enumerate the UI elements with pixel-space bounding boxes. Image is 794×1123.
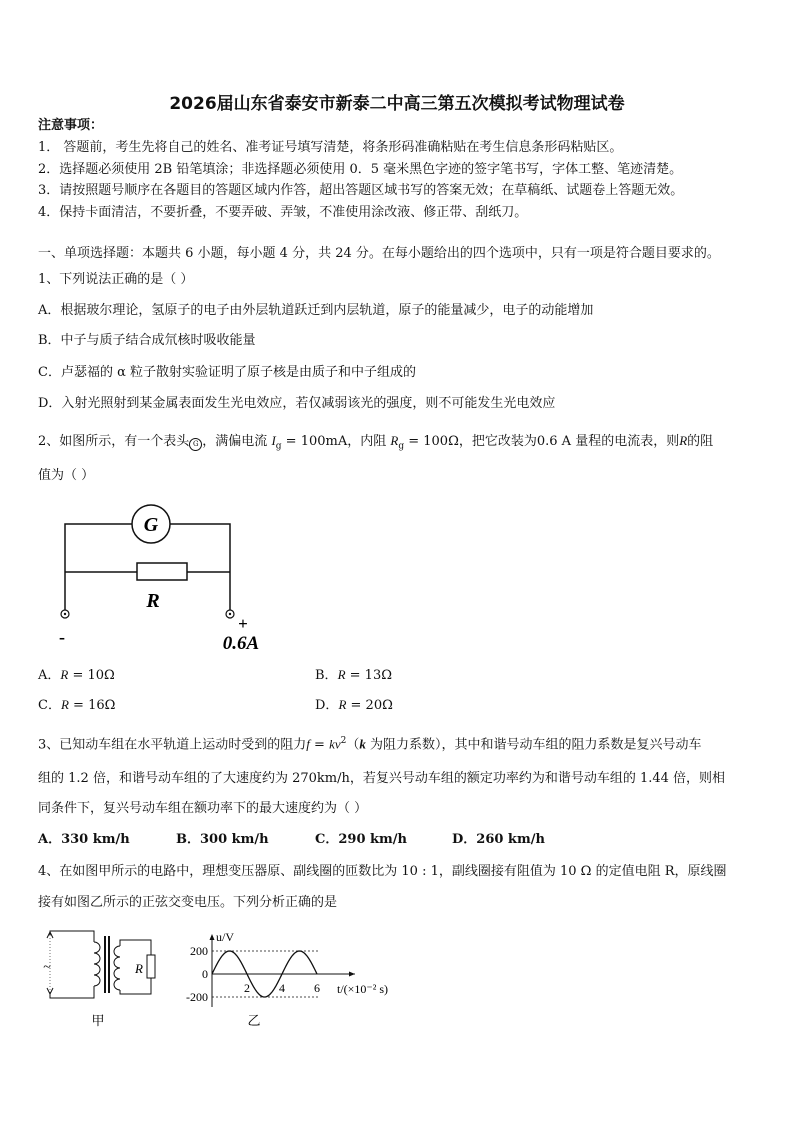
secondary-coil: [114, 946, 120, 990]
range-value: 0.6 A: [536, 434, 572, 449]
q3-option-a: A．330 km/h: [38, 832, 130, 847]
y-axis-arrow: [210, 934, 215, 940]
q2-option-b: [315, 667, 392, 684]
formula-kv: kv: [329, 736, 341, 752]
q1-option-d: D．入射光照射到某金属表面发生光电效应，若仅减弱该光的强度，则不可能发生光电效应: [38, 396, 556, 411]
plus-sign: +: [238, 614, 248, 633]
ig-symbol: I: [271, 433, 276, 448]
q2-stem-part: ，把它改装为: [458, 434, 537, 449]
ac-source-symbol: ~: [43, 960, 51, 975]
primary-coil: [94, 942, 100, 986]
q3-line3: 同条件下，复兴号动车组在额功率下的最大速度约为（ ）: [38, 801, 368, 816]
notice-item: 2．选择题必须使用 2B 铅笔填涂；非选择题必须使用 0．5 毫米黑色字迹的签字笔书写，字体工整、笔迹清楚。: [38, 162, 683, 177]
q3-text: （: [346, 737, 360, 753]
q2-stem-part: ，满偏电流: [202, 434, 268, 449]
galvanometer-icon: G: [189, 438, 202, 451]
load-resistor: [147, 955, 155, 978]
q2-option-d: [315, 697, 393, 714]
option-letter: C．: [38, 698, 61, 713]
x-axis-label: t/(×10⁻² s): [337, 982, 389, 996]
y-tick-label: 0: [202, 967, 208, 981]
q2-stem-part: ，内阻: [347, 434, 387, 449]
y-tick-label: -200: [186, 990, 208, 1004]
figure-jia-label: 甲: [91, 1013, 105, 1028]
q2-stem-line2: 值为（ ）: [38, 468, 95, 483]
formula-f: f: [306, 736, 310, 752]
y-axis-label: u/V: [216, 930, 234, 944]
page-title: 2026届山东省泰安市新泰二中高三第五次模拟考试物理试卷: [169, 94, 625, 114]
rg-subscript: g: [398, 441, 405, 452]
q1-option-c: C．卢瑟福的 α 粒子散射实验证明了原子核是由质子和中子组成的: [38, 365, 416, 380]
q1-option-a: A．根据玻尔理论，氢原子的电子由外层轨道跃迁到内层轨道，原子的能量减少，电子的动能增加: [38, 303, 594, 318]
formula-eq: =: [309, 737, 330, 753]
voltage-time-graph: [170, 928, 400, 1033]
q3-option-c: C．290 km/h: [315, 832, 407, 847]
ammeter-circuit-figure: [50, 500, 280, 655]
notice-item: 1． 答题前，考生先将自己的姓名、准考证号填写清楚，将条形码准确粘贴在考生信息条形码粘贴区。: [38, 140, 623, 155]
option-value: = 10Ω: [68, 668, 115, 683]
y-tick-label: 200: [190, 944, 208, 958]
option-value: = 13Ω: [345, 668, 392, 683]
formula-exp: 2: [340, 736, 347, 746]
option-symbol: R: [338, 697, 347, 712]
resistor-label: R: [146, 590, 160, 612]
notice-heading: 注意事项：: [38, 118, 104, 133]
q2-stem: [38, 433, 713, 455]
rg-value: = 100Ω: [404, 434, 459, 449]
q2-stem-part: 量程的电流表，则: [571, 434, 680, 449]
q3-text: 3、已知动车组在水平轨道上运动时受到的阻力: [38, 737, 307, 753]
x-tick-label: 6: [314, 981, 320, 995]
q2-stem-part: 2、如图所示，有一个表头: [38, 434, 190, 449]
option-letter: B．: [315, 668, 338, 683]
x-tick-label: 4: [279, 981, 285, 995]
q4-line2: 接有如图乙所示的正弦交变电压。下列分析正确的是: [38, 895, 338, 910]
option-value: = 16Ω: [68, 698, 116, 713]
option-value: = 20Ω: [346, 698, 393, 713]
q2-option-c: [38, 697, 115, 714]
q3-line1: [38, 733, 702, 753]
q3-option-b: B．300 km/h: [176, 832, 269, 847]
terminal-label: 0.6A: [222, 633, 260, 654]
option-letter: D．: [315, 698, 339, 713]
q2-option-a: [38, 667, 115, 684]
option-symbol: R: [60, 667, 69, 682]
notice-item: 4．保持卡面清洁，不要折叠，不要弄破、弄皱，不准使用涂改液、修正带、刮纸刀。: [38, 205, 528, 220]
r-symbol: R: [679, 433, 688, 448]
q4-line1: 4、在如图甲所示的电路中，理想变压器原、副线圈的匝数比为 10 : 1，副线圈接有阻值为 10 Ω 的定值电阻 R，原线圈: [38, 864, 727, 879]
option-symbol: R: [60, 697, 69, 712]
galvanometer-label: G: [143, 514, 159, 536]
q2-stem-part: 的阻: [687, 434, 714, 449]
transformer-circuit-figure: [38, 928, 163, 1033]
ig-value: = 100mA: [281, 434, 348, 449]
section-heading: 一、单项选择题：本题共 6 小题，每小题 4 分，共 24 分。在每小题给出的四个选项中，只有一项是符合题目要求的。: [38, 246, 720, 261]
ig-subscript: g: [275, 441, 282, 452]
x-axis-arrow: [349, 972, 355, 977]
figure-yi-label: 乙: [247, 1013, 261, 1028]
notice-item: 3．请按照题号顺序在各题目的答题区域内作答，超出答题区域书写的答案无效；在草稿纸、试题卷上答题无效。: [38, 183, 684, 198]
option-letter: A．: [38, 668, 61, 683]
q3-line2: 组的 1.2 倍，和谐号动车组的了大速度约为 270km/h，若复兴号动车组的额定功率约为和谐号动车组的 1.44 倍，则相: [38, 771, 726, 786]
q1-option-b: B．中子与质子结合成氘核时吸收能量: [38, 333, 256, 348]
load-resistor-label: R: [135, 961, 143, 976]
k-symbol: k: [359, 736, 366, 752]
q3-text: 为阻力系数），其中和谐号动车组的阻力系数是复兴号动车: [365, 737, 702, 753]
resistor-symbol: [137, 563, 187, 580]
option-symbol: R: [337, 667, 346, 682]
q3-option-d: D．260 km/h: [452, 832, 545, 847]
q1-stem: 1、下列说法正确的是（ ）: [38, 272, 194, 287]
x-tick-label: 2: [244, 981, 250, 995]
rg-symbol: R: [390, 433, 399, 448]
minus-sign: -: [59, 627, 65, 647]
